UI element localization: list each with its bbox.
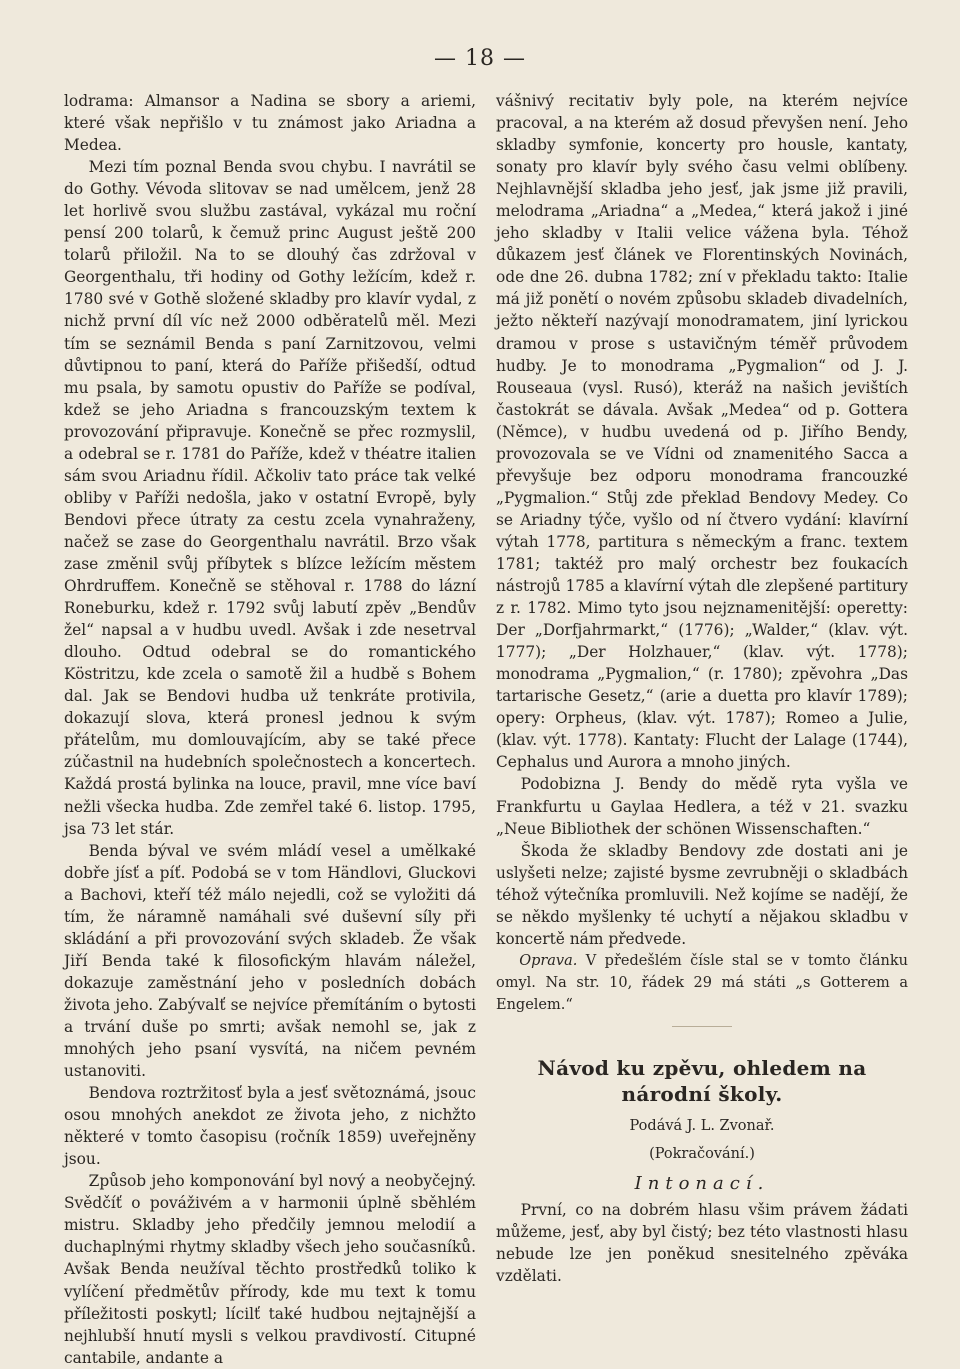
right-paragraph-3: Škoda že skladby Bendovy zde dostati ani je uslyšeti nelze; zajisté bysme zevrubněji o skladbách téhož výtečníka promluvili. Než kojíme se nadějí, že se někdo myšlenky té uchytí a nějakou skladbu v koncertě nám předvede. <box>496 841 908 948</box>
section-divider <box>672 1026 732 1027</box>
section-title: Návod ku zpěvu, ohledem na národní školy. <box>537 1055 867 1106</box>
right-paragraph-1: vášnivý recitativ byly pole, na kterém nejvíce pracoval, a na kterém až dosud převyšen není. Jeho skladby symfonie, koncerty pro housle, kantaty, sonaty pro klavír byly svého času velmi oblíbeny. Nejhlavnější skladba jeho jesť, jak jsme již pravili, melodrama „Ariadna“ a „Medea,“ která jakož i jiné jeho skladby v Italii velice vážena byla. Téhož důkazem jesť článek ve Florentinských Novinách, ode dne 26. dubna 1782; zní v překladu takto: Italie má již ponětí o novém způsobu skladeb divadelních, ježto někteří nazývají monodramatem, jiní lyrickou dramou v prose s ustavičným téměř průvodem hudby. Je to monodrama „Pygmalion“ od J. J. Rouseaua (vysl. Rusó), kteráž na našich jevištích častokrát se dávala. Avšak „Medea“ od p. Gottera (Němce), v hudbu uvedená od p. Jiřího Bendy, provozovala se ve Vídni od znamenitého Sacca a převyšuje bez odporu monodrama francouzké „Pygmalion.“ Stůj zde překlad Bendovy Medey. Co se Ariadny týče, vyšlo od ní čtvero vydání: klavírní výtah 1778, partitura s německým a franc. textem 1781; taktéž pro malý orchestr bez foukacích nástrojů 1785 a klavírní výtah dle zlepšené partitury z r. 1782. Mimo tyto jsou nejznamenitější: operetty: Der „Dorfjahrmarkt,“ (1776); „Walder,“ (klav. výt. 1777); „Der Holzhauer,“ (klav. výt. 1778); monodrama „Pygmalion,“ (r. 1780); zpěvohra „Das tartarische Gesetz,“ (arie a duetta pro klavír 1789); opery: Orpheus, (klav. výt. 1787); Romeo a Julie, (klav. výt. 1778). Kantaty: Flucht der Lalage (1744), Cephalus und Aurora a mnoho jiných. <box>496 92 908 772</box>
left-paragraph-3: Benda býval ve svém mládí vesel a umělkaké dobře jísť a píť. Podobá se v tom Händlovi, Gluckovi a Bachovi, kteří též málo nejedli, což se vyložiti dá tím, že náramně namáhali své duševní síly při skládání a při provozování svých skladeb. Že však Jiří Benda také k filosofickým hlavám náležel, dokazuje zaměstnání jeho v posledních dobách života jeho. Zabývalť se nejvíce přemítáním o bytosti a trvání duše po smrti; avšak nemohl se, jak z mnohých jeho psaní vysvítá, na ničem pevném ustanoviti. <box>64 841 476 1081</box>
left-paragraph-2: Mezi tím poznal Benda svou chybu. I navrátil se do Gothy. Vévoda slitovav se nad umělcem, jenž 28 let horlivě svou službu zastával, vykázal mu roční pensí 200 tolarů, k čemuž princ August ještě 200 tolarů přiložil. Na to se dlouhý čas zdržoval v Georgenthalu, tři hodiny od Gothy ležícím, kdež r. 1780 své v Gothě složené skladby pro klavír vydal, z nichž první díl víc než 2000 odběratelů měl. Mezi tím se seznámil Benda s paní Zarnitzovou, velmi důvtipnou to paní, která do Paříže přišedší, odtud mu psala, by samotu opustiv do Paříže se podíval, kdež se jeho Ariadna s francouzským textem k provozování připravuje. Konečně se přec rozmyslil, a odebral se r. 1781 do Paříže, kdež v théatre italien sám svou Ariadnu řídil. Ačkoliv tato práce tak velké obliby v Paříži nedošla, jako v ostatní Evropě, byly Bendovi přece útraty za cestu zcela vynahraženy, načež se zase do Georgenthalu navrátil. Brzo však zase změnil svůj příbytek s blízce ležícím městem Ohrdruffem. Konečně se stěhoval r. 1788 do lázní Roneburku, kdež r. 1792 svůj labutí zpěv „Bendův žel“ napsal a v hudbu uvedl. Avšak i zde nesetrval dlouho. Odtud odebral se do romantického Köstritzu, kde zcela o samotě žil a hudbě s Bohem dal. Jak se Bendovi hudba už tenkráte protivila, dokazují slova, která pronesl jednou k svým přátelům, mu domlouvajícím, aby se také přece zúčastnil na hudebních společnostech a koncertech. Každá prostá bylinka na louce, pravil, mne více baví nežli všecka hudba. Zde zemřel také 6. listop. 1795, jsa 73 let stár. <box>64 158 476 838</box>
section-paragraph: První, co na dobrém hlasu všim právem žádati můžeme, jesť, aby byl čistý; bez této vlastnosti hlasu nebude lze jen poněkud snesitelného zpěváka vzdělati. <box>496 1201 908 1286</box>
page-number: — 18 — <box>434 46 526 71</box>
erratum-label: Oprava. <box>519 952 578 969</box>
left-paragraph-4: Bendova roztržitosť byla a jesť světoznámá, jsouc osou mnohých anekdot ze života jeho, z nichžto některé v tomto časopisu (ročník 1859) uveřejněny jsou. <box>64 1084 476 1169</box>
left-paragraph-1: lodrama: Almansor a Nadina se sbory a ariemi, které však nepřišlo v tu známost jako Ariadna a Medea. <box>64 92 476 155</box>
section-subhead: Intonací. <box>634 1173 770 1195</box>
right-column <box>496 90 908 1287</box>
section-byline: Podává J. L. Zvonař. <box>629 1117 775 1134</box>
section-continued: (Pokračování.) <box>649 1146 755 1163</box>
erratum <box>496 950 908 1016</box>
right-paragraph-2: Podobizna J. Bendy do mědě ryta vyšla ve Frankfurtu u Gaylaa Hedlera, a též v 21. svazku „Neue Bibliothek der schönen Wissenschaften.“ <box>496 775 908 838</box>
erratum-text: V předešlém čísle stal se v tomto článku omyl. Na str. 10, řádek 29 má státi „s Gotterem a Engelem.“ <box>496 952 909 1013</box>
left-paragraph-5: Způsob jeho komponování byl nový a neobyčejný. Svědčíť o pováživém a v harmonii úplně sběhlém mistru. Skladby jeho předčily jemnou melodií a duchaplnými rhytmy skladby všech jeho současníků. Avšak Benda neužíval těchto prostředků toliko k vylíčení předmětův přírody, kde mu text k tomu příležitosti poskytl; lícilť také hudbou nejtajnější a nejhlubší hnutí mysli s velkou pravdivostí. Citupné cantabile, andante a <box>64 1172 476 1367</box>
left-column <box>64 90 476 1369</box>
